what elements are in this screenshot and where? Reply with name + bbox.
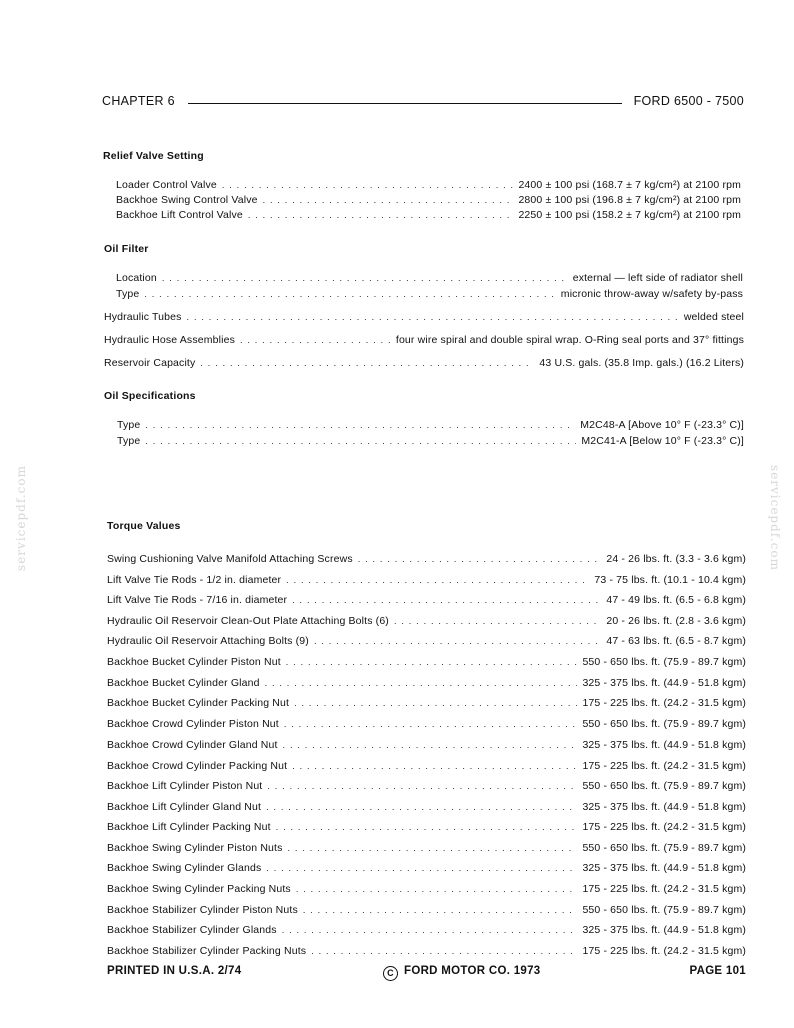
spec-row xyxy=(116,194,741,210)
spec-value: micronic throw-away w/safety by-pass xyxy=(560,288,743,300)
spec-label: Backhoe Lift Control Valve xyxy=(116,209,243,221)
relief-valve-title: Relief Valve Setting xyxy=(103,150,204,162)
spec-label: Type xyxy=(117,435,141,447)
spec-row xyxy=(104,334,744,350)
torque-label: Swing Cushioning Valve Manifold Attaching Screws xyxy=(107,553,353,565)
spec-label: Location xyxy=(116,272,157,284)
spec-label: Reservoir Capacity xyxy=(104,357,196,369)
spec-row xyxy=(117,419,744,435)
model-label: FORD 6500 - 7500 xyxy=(633,94,744,108)
spec-label: Backhoe Swing Control Valve xyxy=(116,194,258,206)
torque-row xyxy=(107,553,746,569)
torque-value: 175 - 225 lbs. ft. (24.2 - 31.5 kgm) xyxy=(582,760,746,772)
spec-value: 43 U.S. gals. (35.8 Imp. gals.) (16.2 Liters) xyxy=(539,357,744,369)
printed-label: PRINTED IN U.S.A. 2/74 xyxy=(107,965,242,977)
dot-leader xyxy=(145,420,575,430)
torque-value: 47 - 49 lbs. ft. (6.5 - 6.8 kgm) xyxy=(606,594,746,606)
torque-value: 175 - 225 lbs. ft. (24.2 - 31.5 kgm) xyxy=(582,697,746,709)
torque-value: 175 - 225 lbs. ft. (24.2 - 31.5 kgm) xyxy=(582,883,746,895)
spec-row xyxy=(116,288,743,304)
spec-value: 2400 ± 100 psi (168.7 ± 7 kg/cm²) at 2100 rpm xyxy=(518,179,741,191)
dot-leader xyxy=(358,554,602,564)
torque-value: 325 - 375 lbs. ft. (44.9 - 51.8 kgm) xyxy=(582,677,746,689)
torque-value: 175 - 225 lbs. ft. (24.2 - 31.5 kgm) xyxy=(582,821,746,833)
torque-label: Hydraulic Oil Reservoir Attaching Bolts (9) xyxy=(107,635,309,647)
dot-leader xyxy=(276,822,578,832)
torque-label: Backhoe Crowd Cylinder Packing Nut xyxy=(107,760,288,772)
torque-value: 20 - 26 lbs. ft. (2.8 - 3.6 kgm) xyxy=(606,615,746,627)
copyright-text: FORD MOTOR CO. 1973 xyxy=(404,965,541,977)
torque-label: Backhoe Stabilizer Cylinder Piston Nuts xyxy=(107,904,298,916)
watermark-left: servicepdf.com xyxy=(14,465,28,571)
spec-row xyxy=(104,311,744,327)
torque-label: Backhoe Crowd Cylinder Piston Nut xyxy=(107,718,279,730)
spec-row xyxy=(117,435,744,451)
torque-label: Backhoe Stabilizer Cylinder Glands xyxy=(107,924,277,936)
spec-row xyxy=(116,272,743,288)
torque-label: Backhoe Swing Cylinder Glands xyxy=(107,862,262,874)
torque-value: 550 - 650 lbs. ft. (75.9 - 89.7 kgm) xyxy=(582,656,746,668)
dot-leader xyxy=(267,781,577,791)
torque-label: Backhoe Stabilizer Cylinder Packing Nuts xyxy=(107,945,307,957)
dot-leader xyxy=(266,863,577,873)
torque-label: Backhoe Crowd Cylinder Gland Nut xyxy=(107,739,278,751)
torque-value: 550 - 650 lbs. ft. (75.9 - 89.7 kgm) xyxy=(582,718,746,730)
torque-row xyxy=(107,883,746,899)
dot-leader xyxy=(311,946,577,956)
copyright-icon: C xyxy=(383,966,398,981)
spec-label: Hydraulic Hose Assemblies xyxy=(104,334,235,346)
torque-value: 73 - 75 lbs. ft. (10.1 - 10.4 kgm) xyxy=(594,574,746,586)
spec-label: Loader Control Valve xyxy=(116,179,217,191)
torque-row xyxy=(107,842,746,858)
spec-label: Hydraulic Tubes xyxy=(104,311,182,323)
spec-value: external — left side of radiator shell xyxy=(572,272,743,284)
torque-label: Lift Valve Tie Rods - 7/16 in. diameter xyxy=(107,594,288,606)
torque-label: Backhoe Lift Cylinder Piston Nut xyxy=(107,780,263,792)
copyright-line xyxy=(383,965,540,981)
dot-leader xyxy=(266,802,577,812)
torque-value: 550 - 650 lbs. ft. (75.9 - 89.7 kgm) xyxy=(582,780,746,792)
torque-label: Lift Valve Tie Rods - 1/2 in. diameter xyxy=(107,574,282,586)
torque-row xyxy=(107,945,746,961)
chapter-label: CHAPTER 6 xyxy=(102,94,175,108)
torque-label: Backhoe Lift Cylinder Packing Nut xyxy=(107,821,271,833)
torque-value: 550 - 650 lbs. ft. (75.9 - 89.7 kgm) xyxy=(582,842,746,854)
dot-leader xyxy=(283,740,578,750)
page-number: PAGE 101 xyxy=(689,965,746,977)
page-header xyxy=(102,90,744,110)
oil-specs-title: Oil Specifications xyxy=(104,390,196,402)
dot-leader xyxy=(248,210,514,220)
torque-value: 24 - 26 lbs. ft. (3.3 - 3.6 kgm) xyxy=(606,553,746,565)
torque-label: Backhoe Bucket Cylinder Piston Nut xyxy=(107,656,281,668)
torque-value: 175 - 225 lbs. ft. (24.2 - 31.5 kgm) xyxy=(582,945,746,957)
dot-leader xyxy=(314,636,601,646)
spec-value: M2C41-A [Below 10° F (-23.3° C)] xyxy=(581,435,744,447)
torque-label: Backhoe Swing Cylinder Piston Nuts xyxy=(107,842,283,854)
dot-leader xyxy=(145,436,576,446)
torque-row xyxy=(107,760,746,776)
torque-label: Hydraulic Oil Reservoir Clean-Out Plate Attaching Bolts (6) xyxy=(107,615,389,627)
torque-title: Torque Values xyxy=(107,520,181,532)
dot-leader xyxy=(292,595,601,605)
spec-row xyxy=(104,357,744,373)
torque-label: Backhoe Lift Cylinder Gland Nut xyxy=(107,801,262,813)
torque-label: Backhoe Swing Cylinder Packing Nuts xyxy=(107,883,291,895)
torque-row xyxy=(107,677,746,693)
torque-row xyxy=(107,574,746,590)
dot-leader xyxy=(286,657,578,667)
dot-leader xyxy=(144,289,555,299)
oil-filter-title: Oil Filter xyxy=(104,243,149,255)
torque-row xyxy=(107,862,746,878)
dot-leader xyxy=(222,180,514,190)
torque-value: 47 - 63 lbs. ft. (6.5 - 8.7 kgm) xyxy=(606,635,746,647)
spec-label: Type xyxy=(117,419,141,431)
spec-value: 2250 ± 100 psi (158.2 ± 7 kg/cm²) at 2100 rpm xyxy=(518,209,741,221)
dot-leader xyxy=(296,884,578,894)
torque-row xyxy=(107,656,746,672)
spec-value: welded steel xyxy=(683,311,744,323)
dot-leader xyxy=(292,761,577,771)
dot-leader xyxy=(187,312,679,322)
torque-value: 550 - 650 lbs. ft. (75.9 - 89.7 kgm) xyxy=(582,904,746,916)
spec-value: 2800 ± 100 psi (196.8 ± 7 kg/cm²) at 2100 rpm xyxy=(518,194,741,206)
dot-leader xyxy=(284,719,578,729)
dot-leader xyxy=(282,925,578,935)
spec-value: four wire spiral and double spiral wrap. O-Ring seal ports and 37° fittings xyxy=(395,334,744,346)
torque-row xyxy=(107,904,746,920)
dot-leader xyxy=(394,616,601,626)
torque-label: Backhoe Bucket Cylinder Gland xyxy=(107,677,260,689)
header-rule xyxy=(188,103,622,104)
torque-value: 325 - 375 lbs. ft. (44.9 - 51.8 kgm) xyxy=(582,924,746,936)
torque-row xyxy=(107,924,746,940)
torque-row xyxy=(107,780,746,796)
spec-value: M2C48-A [Above 10° F (-23.3° C)] xyxy=(580,419,744,431)
torque-row xyxy=(107,718,746,734)
torque-row xyxy=(107,801,746,817)
dot-leader xyxy=(240,335,391,345)
dot-leader xyxy=(263,195,514,205)
torque-row xyxy=(107,697,746,713)
watermark-right: servicepdf.com xyxy=(768,465,782,571)
torque-label: Backhoe Bucket Cylinder Packing Nut xyxy=(107,697,290,709)
dot-leader xyxy=(288,843,578,853)
torque-row xyxy=(107,739,746,755)
dot-leader xyxy=(200,358,534,368)
torque-row xyxy=(107,635,746,651)
dot-leader xyxy=(265,678,578,688)
dot-leader xyxy=(303,905,578,915)
torque-row xyxy=(107,615,746,631)
spec-label: Type xyxy=(116,288,140,300)
torque-value: 325 - 375 lbs. ft. (44.9 - 51.8 kgm) xyxy=(582,739,746,751)
torque-value: 325 - 375 lbs. ft. (44.9 - 51.8 kgm) xyxy=(582,862,746,874)
torque-row xyxy=(107,594,746,610)
torque-row xyxy=(107,821,746,837)
spec-row xyxy=(116,209,741,225)
dot-leader xyxy=(162,273,568,283)
spec-row xyxy=(116,179,741,195)
torque-value: 325 - 375 lbs. ft. (44.9 - 51.8 kgm) xyxy=(582,801,746,813)
dot-leader xyxy=(286,575,589,585)
dot-leader xyxy=(294,698,577,708)
